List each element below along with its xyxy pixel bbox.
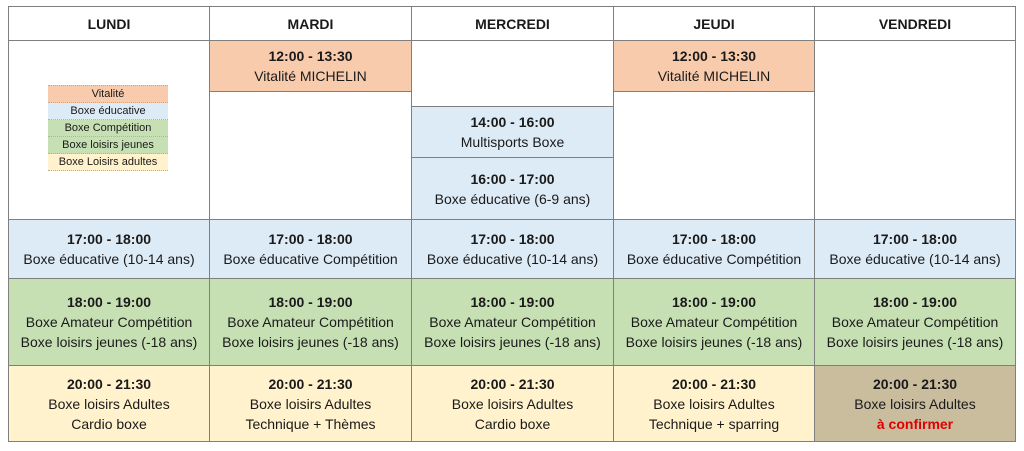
session-label: Boxe loisirs jeunes (-18 ans) — [20, 334, 198, 350]
day-header-mercredi: MERCREDI — [411, 6, 614, 41]
session-time: 18:00 - 19:00 — [268, 294, 353, 310]
day-header-jeudi: JEUDI — [613, 6, 815, 41]
session-time: 20:00 - 21:30 — [470, 375, 555, 392]
session-time: 12:00 - 13:30 — [268, 48, 353, 64]
session-label: Boxe loisirs jeunes (-18 ans) — [222, 334, 399, 350]
lundi-18h-session — [8, 278, 210, 366]
mardi-20h-session — [209, 365, 412, 442]
jeudi-20h-session — [613, 365, 815, 442]
mercredi-multisports-session — [411, 106, 614, 158]
session-time: 18:00 - 19:00 — [470, 294, 555, 310]
vendredi-20h-session — [814, 365, 1016, 442]
session-time: 16:00 - 17:00 — [470, 170, 555, 187]
session-time: 20:00 - 21:30 — [268, 375, 353, 392]
session-label: Boxe éducative (10-14 ans) — [23, 251, 195, 267]
session-label: Boxe loisirs Adultes — [854, 395, 976, 412]
lundi-20h-session — [8, 365, 210, 442]
session-label: Boxe loisirs Adultes — [653, 395, 775, 412]
session-label: Boxe Amateur Compétition — [831, 314, 999, 330]
session-label: Cardio boxe — [474, 415, 551, 432]
session-label: Boxe éducative Compétition — [223, 251, 398, 267]
session-time: 17:00 - 18:00 — [872, 231, 958, 247]
session-label: Vitalité MICHELIN — [657, 68, 771, 84]
session-time: 17:00 - 18:00 — [66, 231, 152, 247]
day-header-vendredi: VENDREDI — [814, 6, 1016, 41]
vendredi-top-cell — [814, 40, 1016, 220]
weekly-schedule-table — [8, 6, 1016, 442]
session-label: Boxe loisirs Adultes — [249, 395, 372, 412]
session-time: 12:00 - 13:30 — [671, 48, 757, 64]
session-label: Boxe loisirs jeunes (-18 ans) — [424, 334, 601, 350]
day-header-mardi: MARDI — [209, 6, 412, 41]
legend-item-vitalite: Vitalité — [48, 85, 168, 103]
legend-item-boxe-competition: Boxe Compétition — [48, 120, 168, 137]
session-time: 18:00 - 19:00 — [671, 294, 757, 310]
mardi-18h-session — [209, 278, 412, 366]
session-label: Boxe éducative (10-14 ans) — [829, 251, 1001, 267]
legend-item-boxe-educative: Boxe éducative — [48, 103, 168, 120]
mardi-empty-cell — [209, 91, 412, 220]
jeudi-vitalite-session — [613, 40, 815, 92]
session-label: Boxe éducative (6-9 ans) — [434, 190, 591, 207]
session-label: Boxe Amateur Compétition — [630, 314, 798, 330]
day-header-lundi: LUNDI — [8, 6, 210, 41]
session-time: 20:00 - 21:30 — [872, 375, 958, 392]
session-time: 20:00 - 21:30 — [66, 375, 152, 392]
vendredi-18h-session — [814, 278, 1016, 366]
mercredi-educative-session — [411, 157, 614, 220]
confirmation-status: à confirmer — [876, 415, 954, 432]
color-legend — [48, 85, 168, 171]
mercredi-17h-session — [411, 219, 614, 279]
session-time: 18:00 - 19:00 — [66, 294, 152, 310]
mardi-17h-session — [209, 219, 412, 279]
session-label: Multisports Boxe — [460, 134, 565, 150]
session-time: 17:00 - 18:00 — [671, 231, 757, 247]
session-label: Boxe loisirs Adultes — [48, 395, 170, 412]
session-time: 18:00 - 19:00 — [872, 294, 958, 310]
legend-item-boxe-loisirs-adultes: Boxe Loisirs adultes — [48, 154, 168, 171]
session-label: Boxe Amateur Compétition — [227, 314, 394, 330]
session-label: Technique + sparring — [648, 415, 780, 432]
session-label: Boxe loisirs Adultes — [451, 395, 574, 412]
jeudi-18h-session — [613, 278, 815, 366]
session-time: 17:00 - 18:00 — [470, 231, 555, 247]
mardi-vitalite-session — [209, 40, 412, 92]
mercredi-18h-session — [411, 278, 614, 366]
session-label: Boxe Amateur Compétition — [429, 314, 596, 330]
session-time: 14:00 - 16:00 — [470, 114, 555, 130]
session-label: Cardio boxe — [71, 415, 147, 432]
session-label: Vitalité MICHELIN — [254, 68, 367, 84]
lundi-17h-session — [8, 219, 210, 279]
session-label: Boxe éducative Compétition — [626, 251, 802, 267]
mercredi-20h-session — [411, 365, 614, 442]
vendredi-17h-session — [814, 219, 1016, 279]
session-time: 20:00 - 21:30 — [671, 375, 757, 392]
session-label: Boxe Amateur Compétition — [25, 314, 193, 330]
session-label: Technique + Thèmes — [245, 415, 376, 432]
session-label: Boxe loisirs jeunes (-18 ans) — [826, 334, 1004, 350]
session-label: Boxe éducative (10-14 ans) — [426, 251, 599, 267]
jeudi-empty-cell — [613, 91, 815, 220]
mercredi-empty-cell — [411, 40, 614, 107]
session-time: 17:00 - 18:00 — [268, 231, 353, 247]
session-label: Boxe loisirs jeunes (-18 ans) — [625, 334, 803, 350]
legend-item-boxe-loisirs-jeunes: Boxe loisirs jeunes — [48, 137, 168, 154]
jeudi-17h-session — [613, 219, 815, 279]
